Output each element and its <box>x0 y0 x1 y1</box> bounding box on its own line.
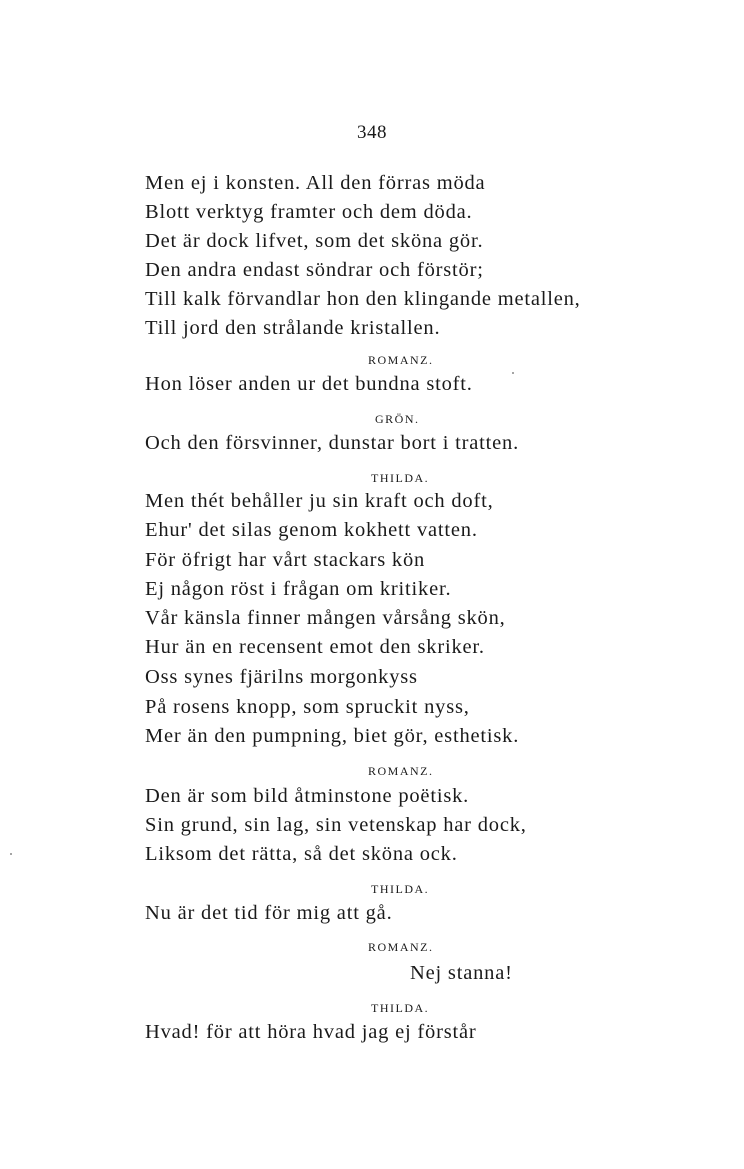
verse-line: Hon löser anden ur det bundna stoft. <box>145 373 473 395</box>
verse-line: Ehur' det silas genom kokhett vatten. <box>145 519 478 541</box>
verse-line: Hvad! för att höra hvad jag ej förstår <box>145 1021 477 1043</box>
verse-line: Blott verktyg framter och dem döda. <box>145 201 473 223</box>
verse-line: Och den försvinner, dunstar bort i tratten. <box>145 432 520 454</box>
speaker-label: ROMANZ. <box>368 353 434 367</box>
speaker-label: THILDA. <box>371 471 430 485</box>
verse-line: För öfrigt har vårt stackars kön <box>145 549 426 571</box>
speaker-label: GRÖN. <box>375 412 420 426</box>
verse-line: Nu är det tid för mig att gå. <box>145 902 393 924</box>
verse-line: På rosens knopp, som spruckit nyss, <box>145 696 470 718</box>
speaker-label: THILDA. <box>371 882 430 896</box>
verse-line: Ej någon röst i frågan om kritiker. <box>145 578 452 600</box>
verse-line: Liksom det rätta, så det sköna ock. <box>145 843 458 865</box>
speaker-label: THILDA. <box>371 1001 430 1015</box>
verse-line: Mer än den pumpning, biet gör, esthetisk. <box>145 725 520 747</box>
speaker-label: ROMANZ. <box>368 940 434 954</box>
verse-line: Sin grund, sin lag, sin vetenskap har dock, <box>145 814 527 836</box>
paper-speck <box>10 853 12 855</box>
verse-line: Hur än en recensent emot den skriker. <box>145 636 485 658</box>
speaker-label: ROMANZ. <box>368 764 434 778</box>
verse-line: Men thét behåller ju sin kraft och doft, <box>145 490 494 512</box>
verse-line: Den andra endast söndrar och förstör; <box>145 259 484 281</box>
verse-line: Men ej i konsten. All den förras möda <box>145 172 486 194</box>
verse-line: Nej stanna! <box>410 962 513 984</box>
verse-line: Den är som bild åtminstone poëtisk. <box>145 785 470 807</box>
verse-line: Oss synes fjärilns morgonkyss <box>145 666 418 688</box>
verse-line: Det är dock lifvet, som det sköna gör. <box>145 230 484 252</box>
verse-line: Till kalk förvandlar hon den klingande metallen, <box>145 288 581 310</box>
page-number: 348 <box>357 122 387 143</box>
paper-speck <box>512 372 514 374</box>
verse-line: Till jord den strålande kristallen. <box>145 317 441 339</box>
verse-line: Vår känsla finner mången vårsång skön, <box>145 607 506 629</box>
